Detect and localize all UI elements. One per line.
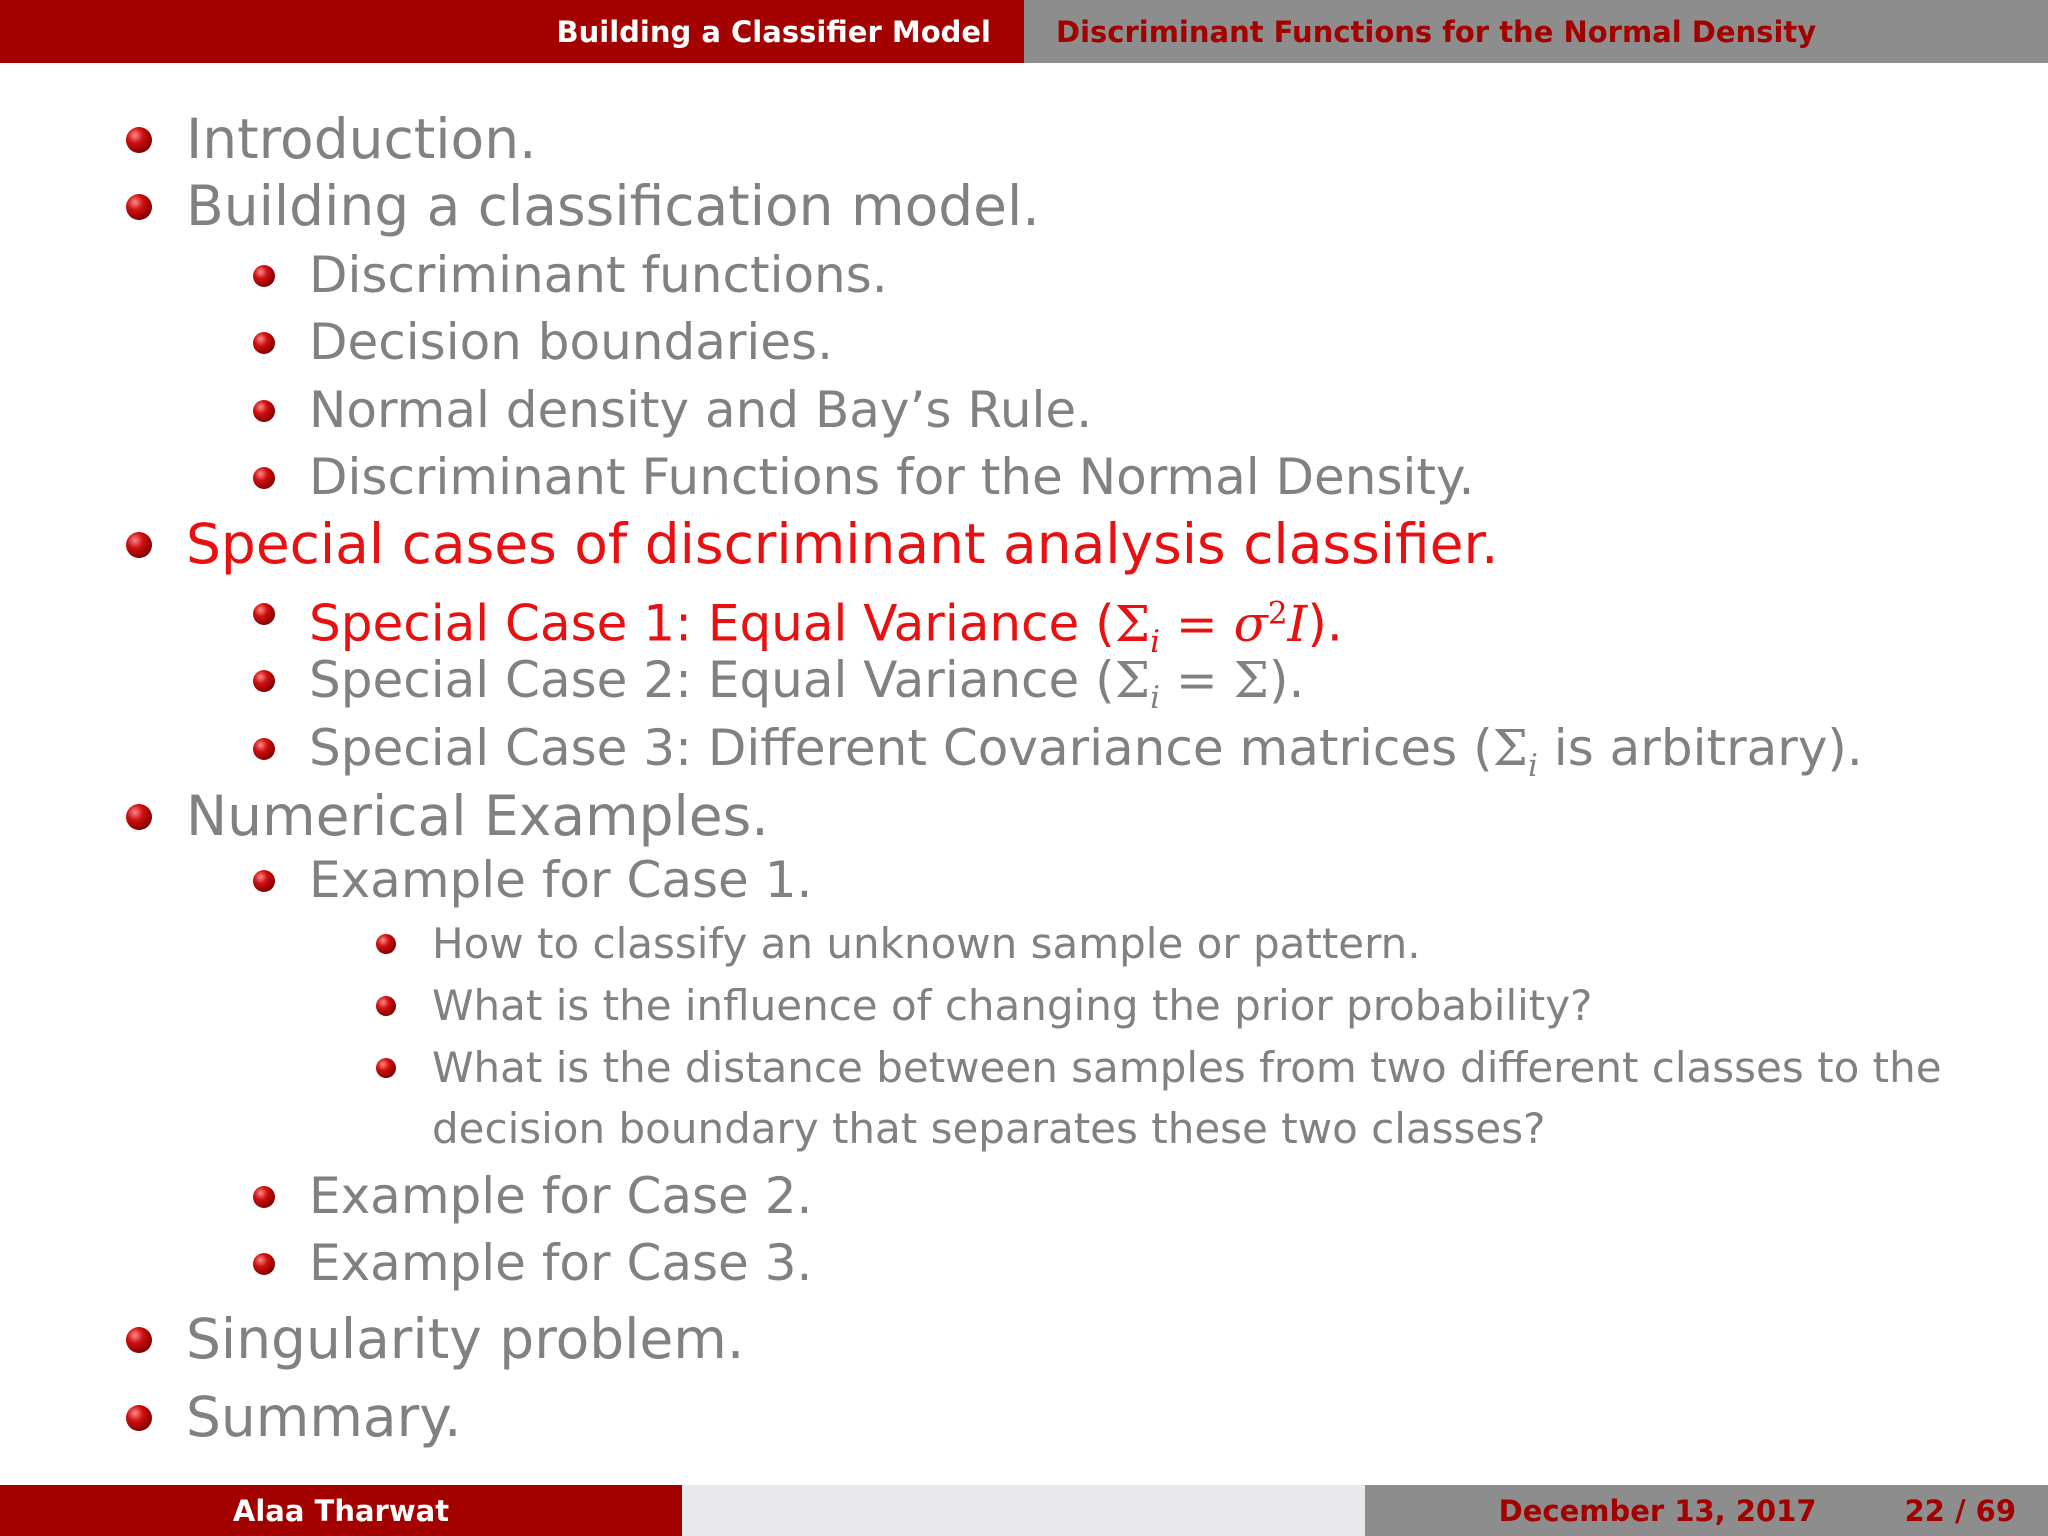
bullet-icon [126, 194, 152, 220]
math-formula: $\Sigma_i$ [1492, 719, 1538, 784]
footer-spacer [682, 1485, 1365, 1536]
bullet-icon [376, 934, 396, 954]
outline-item-label: Example for Case 2. [309, 1167, 813, 1225]
outline-item-label: What is the distance between samples from two different classes to the [432, 1043, 1942, 1092]
outline-item-label: Special Case 3: Different Covariance matrices ( [309, 719, 1493, 777]
outline-item-label: Special Case 2: Equal Variance ( [309, 651, 1115, 709]
outline-subitem-example3 [309, 1231, 812, 1295]
outline-subitem [309, 445, 1474, 509]
bullet-icon [126, 804, 152, 830]
bullet-icon [126, 532, 152, 558]
outline-item-label: Decision boundaries. [309, 313, 833, 371]
outline-item-special-cases [186, 509, 1499, 579]
outline-item-label: Building a classification model. [186, 174, 1040, 238]
outline-item-label: Introduction. [186, 107, 537, 171]
outline-subsubitem [432, 915, 1421, 973]
outline-subitem-example2 [309, 1164, 812, 1228]
bullet-icon [126, 127, 152, 153]
bullet-icon [253, 670, 275, 692]
outline-subitem-case2: Special Case 2: Equal Variance $(\Sigma_i = \Sigma)$. [309, 648, 1304, 712]
bullet-icon [253, 738, 275, 760]
outline-item-label: Summary. [186, 1385, 462, 1449]
outline-subitem [309, 378, 1092, 442]
bullet-icon [253, 400, 275, 422]
outline-subitem [309, 310, 833, 374]
outline-item-building [186, 171, 1040, 241]
bullet-icon [126, 1327, 152, 1353]
bullet-icon [376, 996, 396, 1016]
bullet-icon [126, 1405, 152, 1431]
outline-item-introduction [186, 104, 537, 174]
bullet-icon [253, 1253, 275, 1275]
outline-subitem-case1: Special Case 1: Equal Variance $(\Sigma_i = \sigma^2I)$. [309, 581, 1343, 645]
outline-subitem [309, 243, 888, 307]
outline-item-label: Example for Case 1. [309, 851, 813, 909]
outline-item-label: Discriminant Functions for the Normal Density. [309, 448, 1475, 506]
bullet-icon [376, 1058, 396, 1078]
footer-right [1365, 1485, 2048, 1536]
outline-item-label: Special cases of discriminant analysis classifier. [186, 512, 1499, 576]
outline-subsubitem-continuation: decision boundary that separates these two classes? [432, 1104, 1546, 1153]
outline-item-label: Singularity problem. [186, 1307, 745, 1371]
outline-item-label: How to classify an unknown sample or pattern. [432, 919, 1421, 968]
outline-subitem-case3: Special Case 3: Different Covariance matrices ($\Sigma_i$ is arbitrary). [309, 716, 1863, 780]
footer-date: December 13, 2017 [1498, 1493, 1817, 1528]
outline-item-label: Normal density and Bay’s Rule. [309, 381, 1093, 439]
outline-item-label: Discriminant functions. [309, 246, 888, 304]
footer-author: Alaa Tharwat [0, 1485, 682, 1536]
outline-subitem-example1 [309, 848, 812, 912]
bullet-icon [253, 332, 275, 354]
outline-subsubitem [432, 977, 1592, 1035]
outline-item-label: Special Case 1: Equal Variance ( [309, 594, 1115, 653]
bullet-icon [253, 265, 275, 287]
outline-subsubitem [432, 1039, 1942, 1097]
math-formula: $\Sigma_i = \Sigma$ [1114, 651, 1270, 716]
bullet-icon [253, 603, 275, 625]
outline-item-label: Example for Case 3. [309, 1234, 813, 1292]
bullet-icon [253, 870, 275, 892]
page-number: 22 / 69 [1904, 1493, 2016, 1528]
header-section-title[interactable]: Building a Classifier Model [0, 0, 1024, 63]
header-subsection-title[interactable]: Discriminant Functions for the Normal Density [1024, 0, 2048, 63]
outline-item-label: What is the influence of changing the prior probability? [432, 981, 1593, 1030]
bullet-icon [253, 1186, 275, 1208]
math-formula: $\Sigma_i = \sigma^2I$ [1114, 594, 1308, 660]
outline-item-summary [186, 1382, 461, 1452]
bullet-icon [253, 467, 275, 489]
outline-item-singularity [186, 1304, 744, 1374]
outline-item-numerical [186, 781, 769, 851]
outline-item-label: Numerical Examples. [186, 784, 769, 848]
footer-bar [0, 1485, 2048, 1536]
